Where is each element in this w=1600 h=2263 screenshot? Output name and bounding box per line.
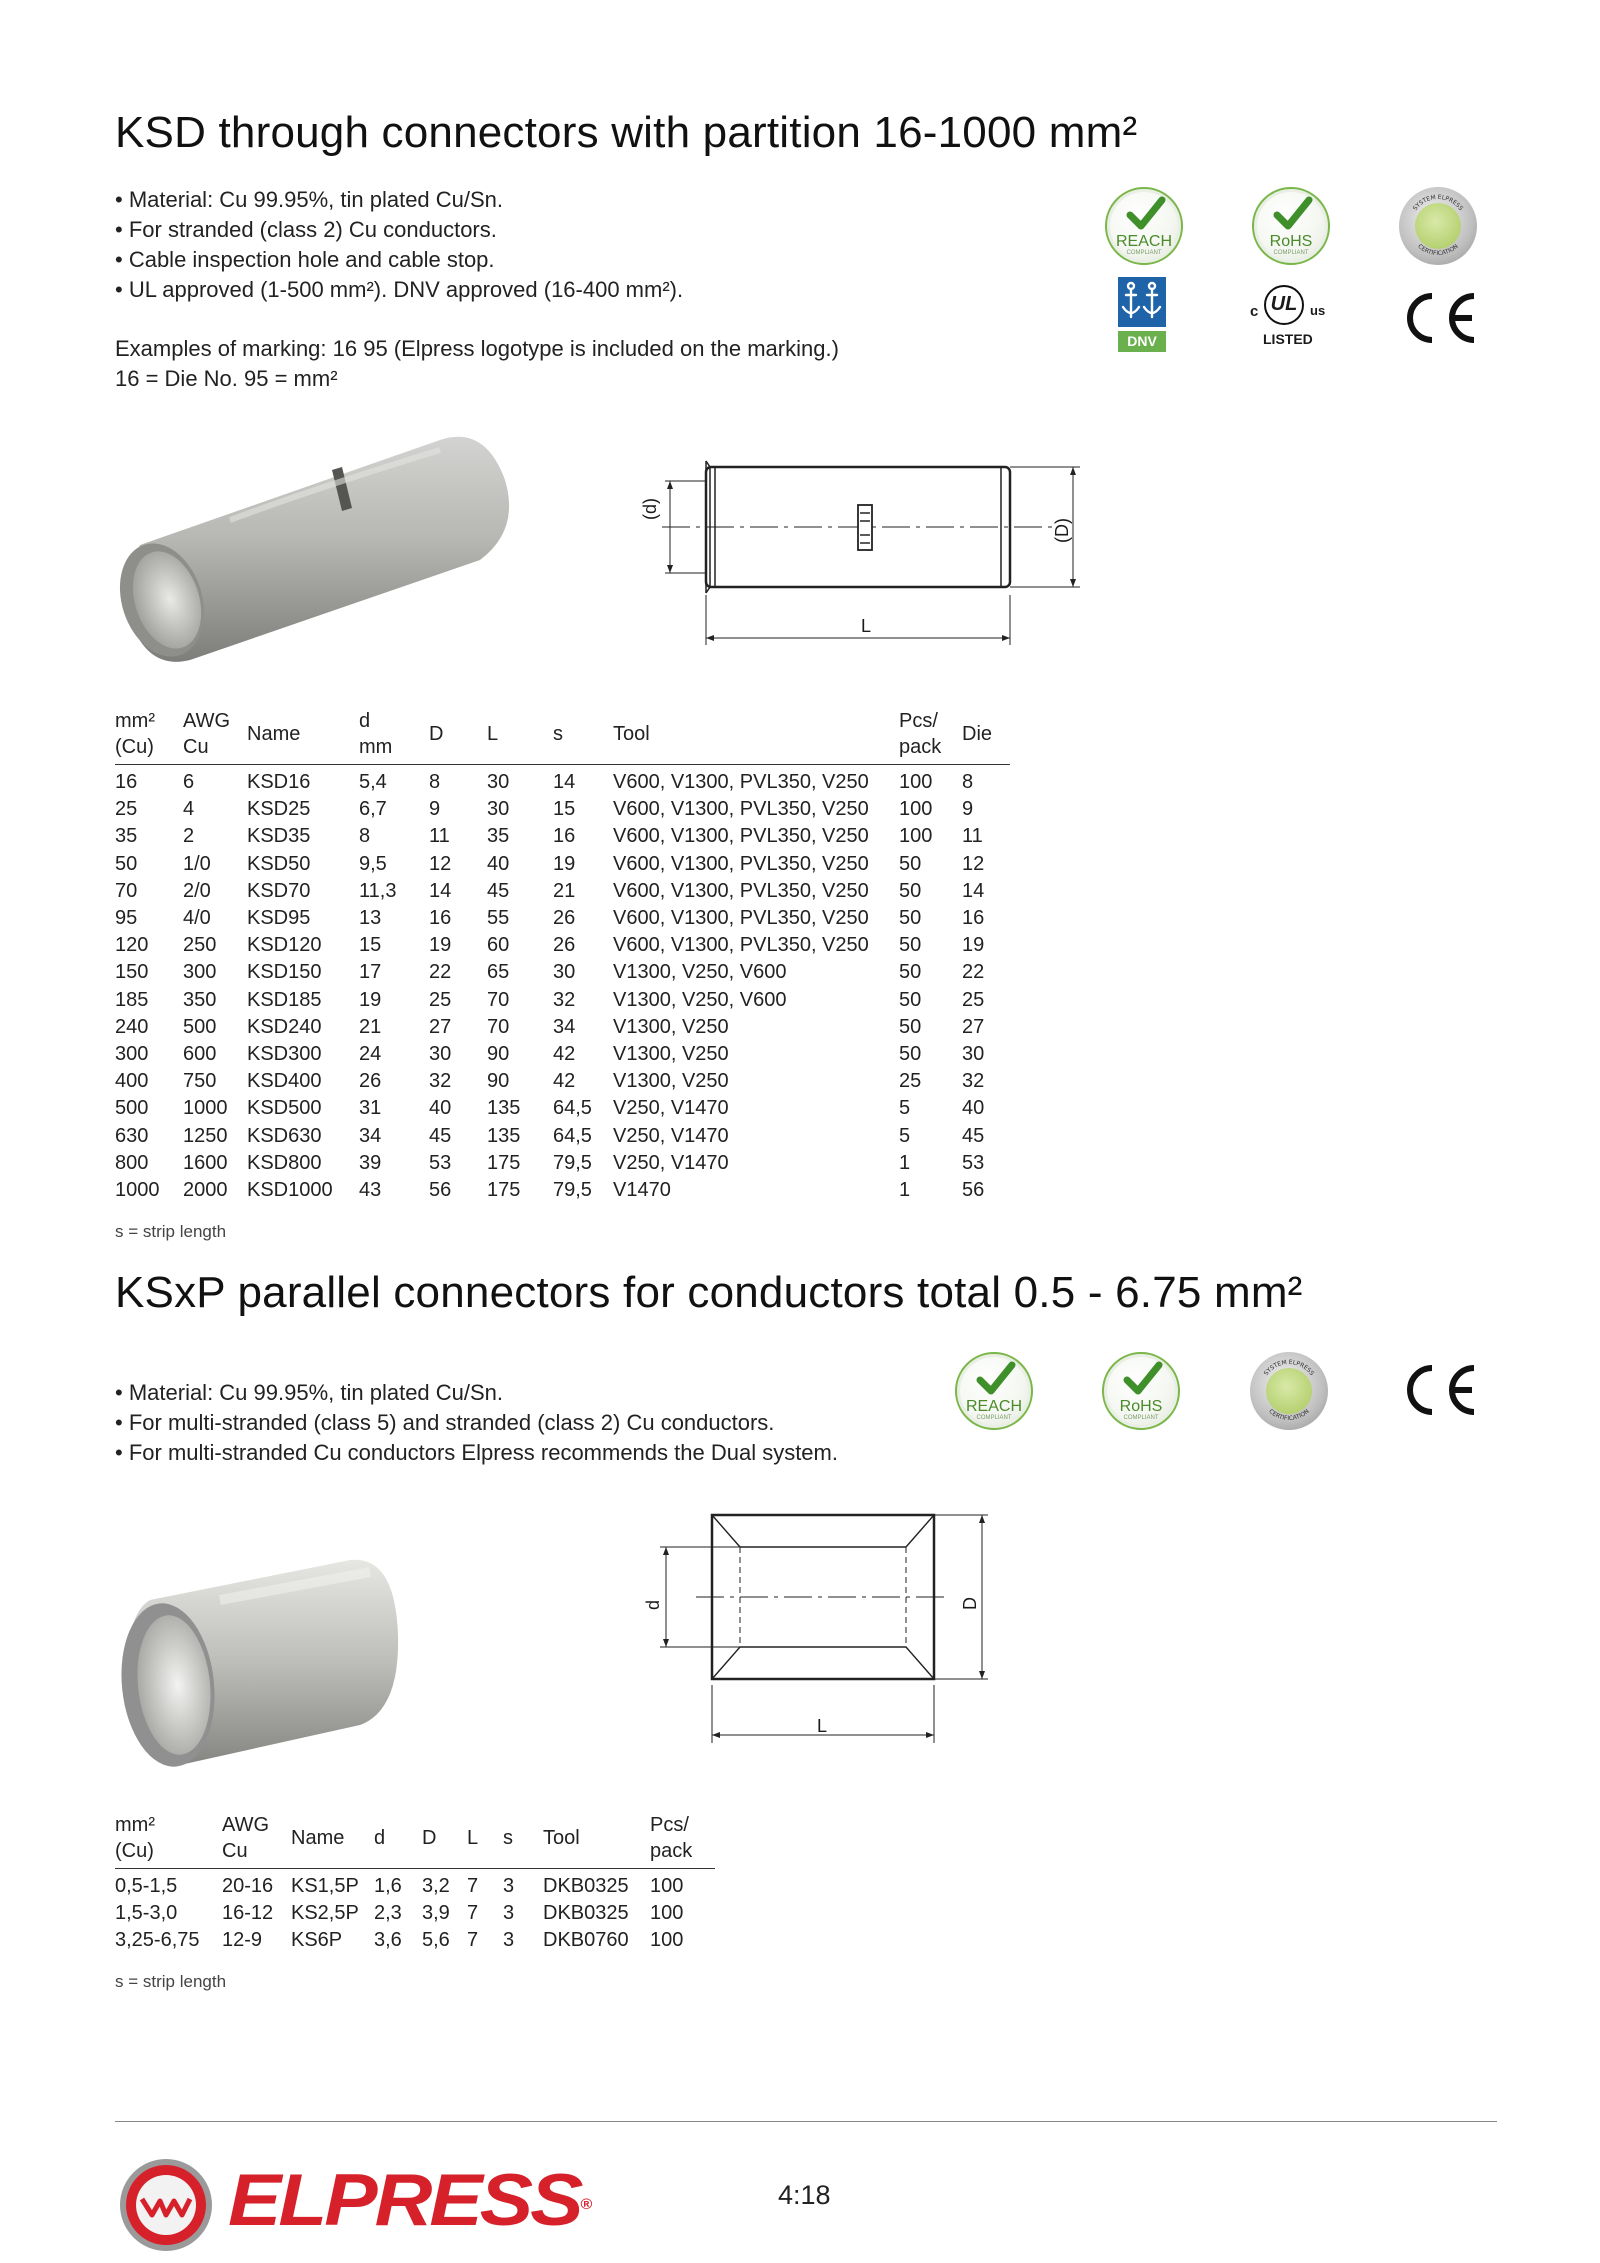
marking-example — [115, 334, 839, 394]
table-cell: 43 — [359, 1179, 382, 1202]
table-cell: 16 — [553, 825, 576, 848]
table-row — [115, 1041, 1010, 1068]
reach-sublabel: COMPLIANT — [1126, 250, 1162, 256]
column-header: L — [487, 708, 553, 765]
table-cell: 64,5 — [553, 1124, 592, 1147]
bullet-item: • Material: Cu 99.95%, tin plated Cu/Sn. — [115, 185, 1065, 215]
table-cell: 53 — [429, 1151, 452, 1174]
table-cell: 19 — [962, 934, 985, 957]
table-cell: 500 — [183, 1015, 217, 1038]
table-row — [115, 1095, 1010, 1122]
ul-c-label: c — [1250, 303, 1259, 320]
table-cell: 3 — [503, 1902, 515, 1925]
table-cell: 19 — [553, 852, 576, 875]
table-cell: 350 — [183, 988, 217, 1011]
table-cell: 6,7 — [359, 798, 387, 821]
table-cell: 11 — [962, 825, 983, 848]
table-cell: 120 — [115, 934, 149, 957]
table-cell: 12-9 — [222, 1929, 263, 1952]
ksxp-connector-photo — [110, 1540, 410, 1780]
table-cell: KSD95 — [247, 907, 311, 930]
table-cell: V600, V1300, PVL350, V250 — [613, 934, 869, 957]
table-cell: 14 — [553, 771, 576, 793]
table-cell: 8 — [429, 771, 441, 793]
table-cell: 50 — [899, 961, 922, 984]
table-cell: 14 — [429, 879, 452, 902]
table-cell: KSD185 — [247, 988, 322, 1011]
svg-text:CERTIFICATION: CERTIFICATION — [1267, 1407, 1311, 1423]
table-cell: 17 — [359, 961, 382, 984]
table-cell: 16 — [962, 907, 985, 930]
table-cell: 24 — [359, 1043, 382, 1066]
table-cell: 600 — [183, 1043, 217, 1066]
table-cell: 240 — [115, 1015, 149, 1038]
elpress-certification-seal — [1399, 187, 1477, 265]
table-cell: 56 — [962, 1179, 985, 1202]
table-cell: 34 — [359, 1124, 382, 1147]
table-cell: DKB0325 — [543, 1875, 629, 1897]
table-cell: 5 — [899, 1097, 911, 1120]
table-cell: 4 — [183, 798, 195, 821]
rohs-label: RoHS — [1119, 1398, 1163, 1415]
table-cell: 150 — [115, 961, 149, 984]
table-cell: KSD630 — [247, 1124, 322, 1147]
table-cell: 1000 — [115, 1179, 160, 1202]
table-cell: 21 — [553, 879, 576, 902]
table-cell: 32 — [962, 1070, 985, 1093]
table-header-row — [115, 1812, 715, 1869]
svg-text:SYSTEM ELPRESS: SYSTEM ELPRESS — [1411, 193, 1465, 212]
table-cell: KSD500 — [247, 1097, 322, 1120]
column-header: Die — [962, 708, 1010, 765]
table-cell: V600, V1300, PVL350, V250 — [613, 852, 869, 875]
table-row — [115, 959, 1010, 986]
ul-circle-icon: UL — [1264, 285, 1304, 325]
table-cell: 65 — [487, 961, 510, 984]
table-cell: 100 — [650, 1875, 684, 1897]
table-cell: 8 — [359, 825, 371, 848]
rohs-badge — [1102, 1352, 1180, 1430]
table-row — [115, 1927, 715, 1954]
table-cell: 3,9 — [422, 1902, 450, 1925]
svg-text:CERTIFICATION: CERTIFICATION — [1416, 242, 1460, 258]
table-cell: DKB0760 — [543, 1929, 629, 1952]
page-number: 4:18 — [778, 2180, 831, 2210]
table-row — [115, 765, 1010, 797]
table-cell: DKB0325 — [543, 1902, 629, 1925]
table-cell: 750 — [183, 1070, 217, 1093]
table-cell: 95 — [115, 907, 138, 930]
table-cell: 40 — [962, 1097, 985, 1120]
table-row — [115, 932, 1010, 959]
table-row — [115, 1150, 1010, 1177]
table-cell: 34 — [553, 1015, 576, 1038]
table-row — [115, 1014, 1010, 1041]
table-cell: V600, V1300, PVL350, V250 — [613, 798, 869, 821]
table-cell: 175 — [487, 1179, 521, 1202]
reach-label: REACH — [1115, 233, 1172, 250]
table-cell: 12 — [962, 852, 985, 875]
table-cell: 70 — [487, 1015, 510, 1038]
table-cell: 135 — [487, 1097, 521, 1120]
table-cell: 50 — [899, 852, 922, 875]
table-cell: 19 — [359, 988, 382, 1011]
table-cell: 25 — [899, 1070, 922, 1093]
table-cell: 500 — [115, 1097, 149, 1120]
table-cell: KSD35 — [247, 825, 311, 848]
table-cell: 26 — [553, 934, 576, 957]
checkmark-icon — [1126, 195, 1166, 233]
table-cell: 11,3 — [359, 879, 397, 902]
table-cell: 1/0 — [183, 852, 211, 875]
table-cell: V250, V1470 — [613, 1151, 729, 1174]
table-cell: 100 — [899, 798, 933, 821]
dnv-label: DNV — [1118, 331, 1166, 352]
table-cell: 30 — [487, 798, 510, 821]
ksd-spec-table — [115, 708, 1010, 1204]
column-header: L — [467, 1812, 503, 1869]
table-cell: 2/0 — [183, 879, 211, 902]
bullet-item: • For stranded (class 2) Cu conductors. — [115, 215, 1065, 245]
table-cell: KSD150 — [247, 961, 322, 984]
table-cell: 16-12 — [222, 1902, 274, 1925]
table-cell: V1470 — [613, 1179, 671, 1202]
table-cell: 40 — [487, 852, 510, 875]
dimension-label-L: L — [817, 1716, 828, 1736]
table-cell: 50 — [899, 988, 922, 1011]
column-header: D — [422, 1812, 467, 1869]
table-cell: 14 — [962, 879, 985, 902]
table-cell: 70 — [487, 988, 510, 1011]
table-cell: 30 — [487, 771, 510, 793]
table-cell: 13 — [359, 907, 382, 930]
table-cell: KSD25 — [247, 798, 311, 821]
table-cell: 7 — [467, 1902, 479, 1925]
ksxp-table-body — [115, 1869, 715, 1955]
table-cell: 70 — [115, 879, 138, 902]
table-cell: 3,25-6,75 — [115, 1929, 200, 1952]
table-cell: V250, V1470 — [613, 1124, 729, 1147]
ul-us-label: us — [1310, 303, 1326, 318]
rohs-badge — [1252, 187, 1330, 265]
table-cell: 90 — [487, 1070, 510, 1093]
table-cell: 50 — [899, 879, 922, 902]
table-cell: 35 — [487, 825, 510, 848]
table-cell: V1300, V250, V600 — [613, 988, 787, 1011]
table-cell: 40 — [429, 1097, 452, 1120]
table-cell: 42 — [553, 1070, 576, 1093]
brand-text: ELPRESS — [228, 2158, 581, 2241]
table-cell: V1300, V250 — [613, 1043, 729, 1066]
table-cell: 39 — [359, 1151, 382, 1174]
table-row — [115, 905, 1010, 932]
table-cell: KS1,5P — [291, 1875, 359, 1897]
ce-mark-icon — [1400, 290, 1480, 346]
table-cell: 3 — [503, 1929, 515, 1952]
table-cell: 7 — [467, 1929, 479, 1952]
table-cell: KSD300 — [247, 1043, 322, 1066]
dimension-label-D: (D) — [1052, 518, 1072, 543]
table-cell: 19 — [429, 934, 452, 957]
elpress-brand-wordmark — [228, 2158, 590, 2241]
table-cell: 3 — [503, 1875, 515, 1897]
dimension-label-d: (d) — [640, 498, 660, 520]
table-cell: KSD70 — [247, 879, 311, 902]
rohs-sublabel: COMPLIANT — [1273, 250, 1309, 256]
table-cell: 2000 — [183, 1179, 228, 1202]
table-cell: 27 — [962, 1015, 985, 1038]
reach-badge — [1105, 187, 1183, 265]
table-cell: 79,5 — [553, 1179, 592, 1202]
dimension-label-d: d — [643, 1599, 663, 1610]
ul-listed-label: LISTED — [1263, 331, 1313, 347]
table-cell: V600, V1300, PVL350, V250 — [613, 825, 869, 848]
table-cell: 2,3 — [374, 1902, 402, 1925]
table-cell: 630 — [115, 1124, 149, 1147]
checkmark-icon — [1273, 195, 1313, 233]
section2-title: KSxP parallel connectors for conductors total 0.5 - 6.75 mm² — [115, 1268, 1303, 1317]
reach-sublabel: COMPLIANT — [976, 1415, 1012, 1421]
table-cell: 1,5-3,0 — [115, 1902, 178, 1925]
table-cell: 15 — [553, 798, 576, 821]
table-cell: 800 — [115, 1151, 149, 1174]
checkmark-icon — [1123, 1360, 1163, 1398]
ul-listed-mark — [1250, 283, 1336, 353]
table-cell: 15 — [359, 934, 382, 957]
table-cell: 26 — [359, 1070, 382, 1093]
certification-seal-text — [1250, 1352, 1328, 1430]
table-cell: KSD240 — [247, 1015, 322, 1038]
column-header: Name — [247, 708, 359, 765]
ksxp-dimension-drawing — [640, 1505, 1000, 1745]
strip-length-note: s = strip length — [115, 1972, 227, 1991]
table-header-row — [115, 708, 1010, 765]
table-row — [115, 1177, 1010, 1204]
ce-mark-icon — [1400, 1362, 1480, 1418]
certification-seal-text — [1399, 187, 1477, 265]
table-cell: 5 — [899, 1124, 911, 1147]
bullet-item: • For multi-stranded (class 5) and stranded (class 2) Cu conductors. — [115, 1408, 1015, 1438]
table-row — [115, 1900, 715, 1927]
table-cell: 5,6 — [422, 1929, 450, 1952]
section1-bullet-list — [115, 185, 1065, 305]
column-header: d — [374, 1812, 422, 1869]
ksd-table-body — [115, 765, 1010, 1205]
table-cell: 32 — [553, 988, 576, 1011]
column-header: Tool — [543, 1812, 650, 1869]
table-cell: 3,2 — [422, 1875, 450, 1897]
table-cell: 30 — [553, 961, 576, 984]
table-cell: 100 — [650, 1929, 684, 1952]
table-cell: 45 — [487, 879, 510, 902]
column-header: D — [429, 708, 487, 765]
table-cell: 45 — [429, 1124, 452, 1147]
table-cell: 12 — [429, 852, 452, 875]
svg-text:SYSTEM ELPRESS: SYSTEM ELPRESS — [1262, 1358, 1316, 1377]
column-header: mm² (Cu) — [115, 1812, 222, 1869]
table-cell: 55 — [487, 907, 510, 930]
dnv-badge — [1118, 277, 1166, 352]
registered-mark: ® — [580, 2197, 590, 2213]
column-header: mm² (Cu) — [115, 708, 183, 765]
rohs-sublabel: COMPLIANT — [1123, 1415, 1159, 1421]
table-cell: V600, V1300, PVL350, V250 — [613, 907, 869, 930]
dnv-anchor-icon — [1118, 277, 1166, 327]
table-cell: 6 — [183, 771, 195, 793]
table-cell: 26 — [553, 907, 576, 930]
table-cell: 100 — [899, 771, 933, 793]
strip-length-note: s = strip length — [115, 1222, 227, 1241]
table-cell: 100 — [899, 825, 933, 848]
table-cell: 7 — [467, 1875, 479, 1897]
table-cell: 16 — [429, 907, 452, 930]
table-cell: 0,5-1,5 — [115, 1875, 178, 1897]
table-cell: V600, V1300, PVL350, V250 — [613, 771, 869, 793]
table-row — [115, 1869, 715, 1901]
column-header: s — [503, 1812, 543, 1869]
table-cell: 64,5 — [553, 1097, 592, 1120]
table-cell: KSD800 — [247, 1151, 322, 1174]
table-cell: 50 — [899, 1015, 922, 1038]
table-cell: 50 — [115, 852, 138, 875]
table-cell: 250 — [183, 934, 217, 957]
table-cell: 25 — [962, 988, 985, 1011]
column-header: Tool — [613, 708, 899, 765]
elpress-certification-seal — [1250, 1352, 1328, 1430]
bullet-item: • Material: Cu 99.95%, tin plated Cu/Sn. — [115, 1378, 1015, 1408]
table-cell: 20-16 — [222, 1875, 274, 1897]
table-row — [115, 878, 1010, 905]
dimension-label-D: D — [960, 1597, 980, 1610]
table-cell: 30 — [962, 1043, 985, 1066]
table-cell: 22 — [962, 961, 985, 984]
section2-bullet-list — [115, 1378, 1015, 1468]
table-cell: 100 — [650, 1902, 684, 1925]
table-row — [115, 987, 1010, 1014]
table-cell: V1300, V250 — [613, 1070, 729, 1093]
table-row — [115, 1068, 1010, 1095]
table-cell: 1000 — [183, 1097, 228, 1120]
table-cell: 1 — [899, 1151, 911, 1174]
table-cell: 53 — [962, 1151, 985, 1174]
table-cell: 3,6 — [374, 1929, 402, 1952]
column-header: d mm — [359, 708, 429, 765]
table-cell: 9 — [962, 798, 974, 821]
column-header: Pcs/ pack — [650, 1812, 715, 1869]
table-cell: KSD400 — [247, 1070, 322, 1093]
table-cell: 35 — [115, 825, 138, 848]
table-cell: 79,5 — [553, 1151, 592, 1174]
table-cell: 300 — [183, 961, 217, 984]
table-row — [115, 823, 1010, 850]
table-row — [115, 1123, 1010, 1150]
table-cell: KSD16 — [247, 771, 311, 793]
bullet-item: • For multi-stranded Cu conductors Elpress recommends the Dual system. — [115, 1438, 1015, 1468]
marking-line-1: Examples of marking: 16 95 (Elpress logotype is included on the marking.) — [115, 336, 839, 361]
table-cell: KSD1000 — [247, 1179, 333, 1202]
column-header: Pcs/ pack — [899, 708, 962, 765]
table-cell: 27 — [429, 1015, 452, 1038]
table-cell: 50 — [899, 1043, 922, 1066]
table-cell: 175 — [487, 1151, 521, 1174]
table-cell: KSD120 — [247, 934, 322, 957]
table-cell: V250, V1470 — [613, 1097, 729, 1120]
table-row — [115, 851, 1010, 878]
table-cell: 45 — [962, 1124, 985, 1147]
rohs-label: RoHS — [1269, 233, 1313, 250]
marking-line-2: 16 = Die No. 95 = mm² — [115, 366, 338, 391]
ksxp-spec-table — [115, 1812, 715, 1955]
dimension-label-L: L — [861, 616, 872, 636]
table-cell: 1,6 — [374, 1875, 402, 1897]
table-cell: 16 — [115, 771, 138, 793]
reach-label: REACH — [965, 1398, 1022, 1415]
table-cell: 400 — [115, 1070, 149, 1093]
table-cell: 135 — [487, 1124, 521, 1147]
table-cell: 300 — [115, 1043, 149, 1066]
table-cell: KS2,5P — [291, 1902, 359, 1925]
table-cell: V1300, V250 — [613, 1015, 729, 1038]
table-cell: 9 — [429, 798, 441, 821]
table-cell: 8 — [962, 771, 974, 793]
section1-title: KSD through connectors with partition 16-1000 mm² — [115, 108, 1138, 157]
column-header: AWG Cu — [222, 1812, 291, 1869]
table-cell: 42 — [553, 1043, 576, 1066]
footer-divider — [115, 2121, 1497, 2122]
table-cell: V1300, V250, V600 — [613, 961, 787, 984]
elpress-seal-logo-icon — [118, 2157, 214, 2253]
table-cell: 9,5 — [359, 852, 387, 875]
bullet-item: • UL approved (1-500 mm²). DNV approved (16-400 mm²). — [115, 275, 1065, 305]
table-cell: 5,4 — [359, 771, 387, 793]
table-cell: 60 — [487, 934, 510, 957]
table-cell: 185 — [115, 988, 149, 1011]
table-cell: KSD50 — [247, 852, 311, 875]
table-cell: 1250 — [183, 1124, 228, 1147]
table-cell: KS6P — [291, 1929, 343, 1952]
table-cell: 2 — [183, 825, 195, 848]
table-cell: V600, V1300, PVL350, V250 — [613, 879, 869, 902]
table-cell: 21 — [359, 1015, 382, 1038]
checkmark-icon — [976, 1360, 1016, 1398]
table-cell: 1 — [899, 1179, 911, 1202]
reach-badge — [955, 1352, 1033, 1430]
table-cell: 25 — [429, 988, 452, 1011]
ksd-connector-photo — [110, 410, 560, 670]
table-cell: 4/0 — [183, 907, 211, 930]
table-cell: 30 — [429, 1043, 452, 1066]
table-cell: 50 — [899, 934, 922, 957]
column-header: Name — [291, 1812, 374, 1869]
column-header: AWG Cu — [183, 708, 247, 765]
table-cell: 22 — [429, 961, 452, 984]
column-header: s — [553, 708, 613, 765]
table-cell: 90 — [487, 1043, 510, 1066]
table-cell: 11 — [429, 825, 450, 848]
table-cell: 56 — [429, 1179, 452, 1202]
table-cell: 50 — [899, 907, 922, 930]
table-cell: 32 — [429, 1070, 452, 1093]
table-cell: 25 — [115, 798, 138, 821]
bullet-item: • Cable inspection hole and cable stop. — [115, 245, 1065, 275]
table-row — [115, 796, 1010, 823]
table-cell: 1600 — [183, 1151, 228, 1174]
table-cell: 31 — [359, 1097, 382, 1120]
